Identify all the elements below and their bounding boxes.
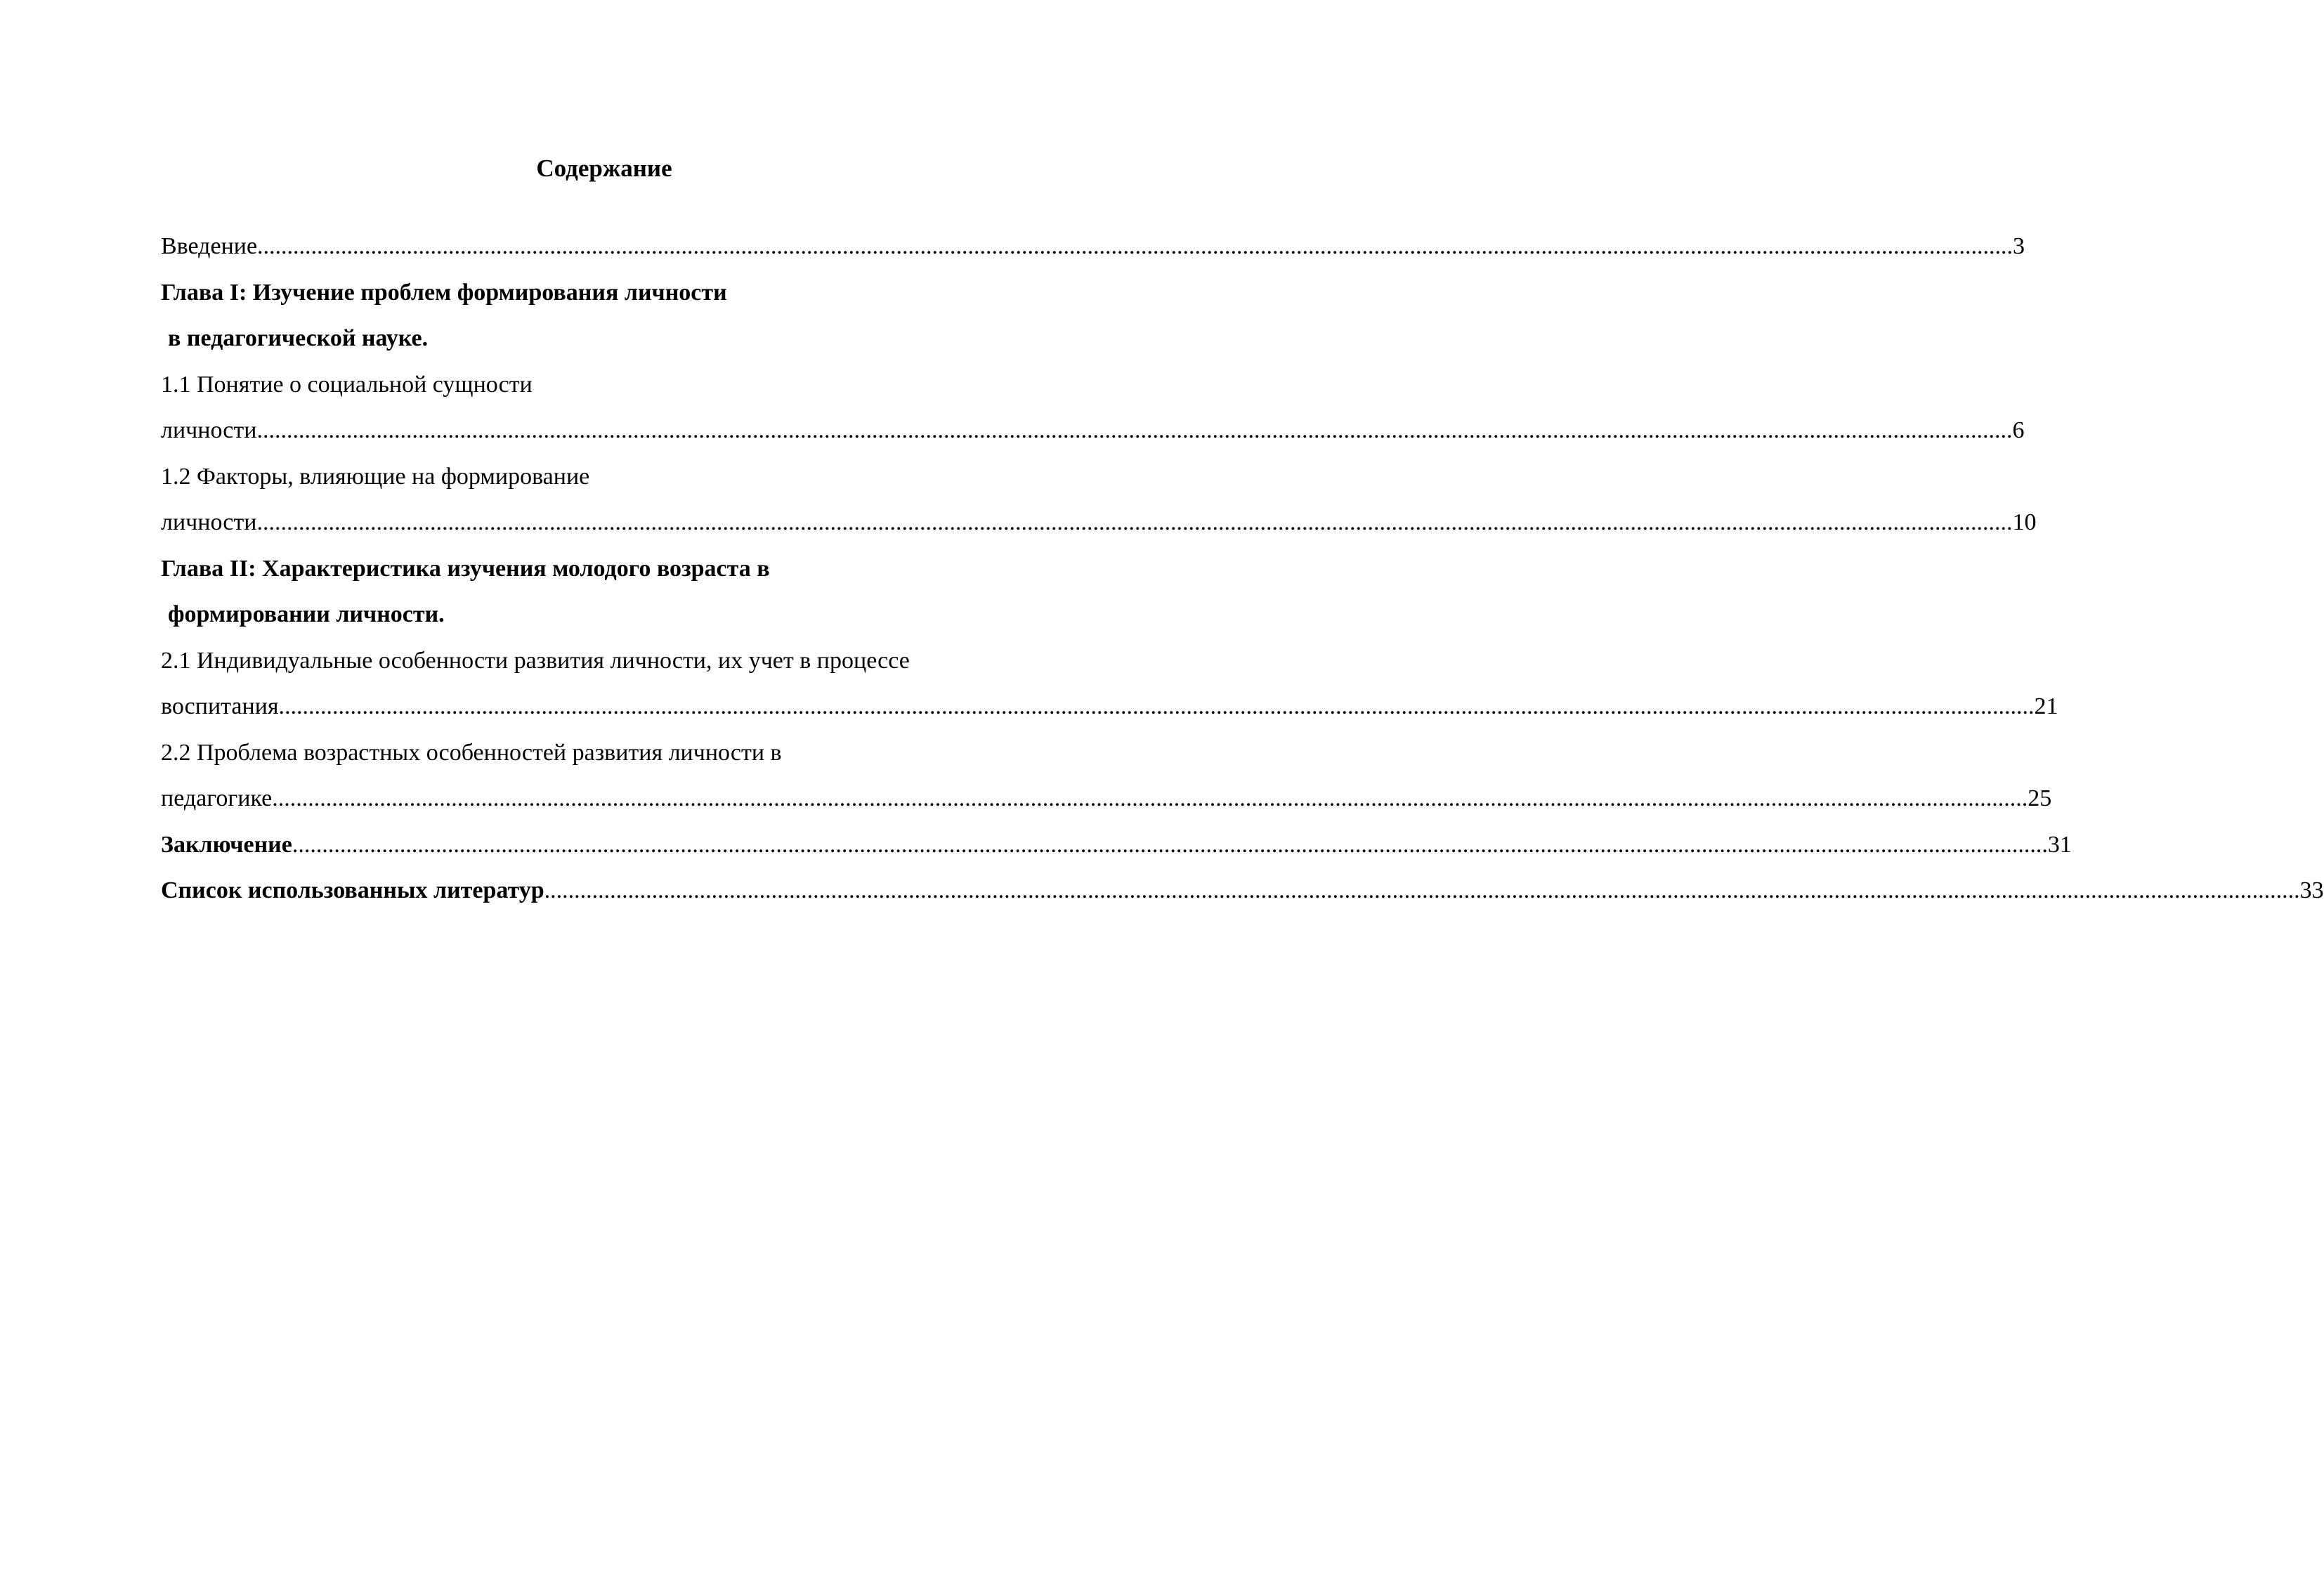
toc-page-number: 10 xyxy=(2012,509,2037,535)
toc-leader-dots: ...................................................................................................................................................................................................................................................................................................... xyxy=(272,785,2028,811)
toc-section-2-1[interactable] xyxy=(161,642,1046,688)
toc-section-2-2-cont[interactable] xyxy=(161,780,2052,826)
toc-entry-label: воспитания xyxy=(161,693,279,719)
toc-page-number: 21 xyxy=(2034,693,2058,719)
toc-entry-label: Список использованных литератур xyxy=(161,877,544,903)
toc-entry-references[interactable] xyxy=(161,872,2324,918)
toc-page-number: 31 xyxy=(2047,831,2072,858)
toc-entry-label: 2.1 Индивидуальные особенности развития личности, их учет в процессе xyxy=(161,647,910,674)
toc-section-2-1-cont[interactable] xyxy=(161,688,2058,734)
toc-chapter-1-heading-cont[interactable] xyxy=(161,320,1046,366)
toc-entry-label: Глава II: Характеристика изучения молодого возраста в xyxy=(161,555,770,582)
toc-entry-label: Заключение xyxy=(161,831,292,858)
toc-leader-dots: ...................................................................................................................................................................................................................................................................................................... xyxy=(278,693,2035,719)
toc-entry-label: 1.2 Факторы, влияющие на формирование xyxy=(161,463,590,490)
toc-page-number: 33 xyxy=(2299,877,2324,903)
toc-section-1-1[interactable] xyxy=(161,366,1046,412)
toc-entry-label: 2.2 Проблема возрастных особенностей развития личности в xyxy=(161,739,782,766)
toc-entry-label: Введение xyxy=(161,233,258,259)
toc-chapter-1-heading[interactable] xyxy=(161,274,1046,320)
toc-entry-label: педагогике xyxy=(161,785,273,811)
toc-entry-introduction[interactable] xyxy=(161,228,2025,274)
toc-entry-label: личности xyxy=(161,509,257,535)
toc-entry-label: формировании личности. xyxy=(168,601,445,627)
toc-entry-label: в педагогической науке. xyxy=(168,325,429,351)
toc-leader-dots: ...................................................................................................................................................................................................................................................................................................... xyxy=(256,417,2013,443)
page-title: Содержание xyxy=(536,155,672,182)
toc-entry-label: личности xyxy=(161,417,257,443)
toc-section-1-2[interactable] xyxy=(161,458,1046,504)
toc-entry-label: Глава I: Изучение проблем формирования личности xyxy=(161,279,727,306)
toc-leader-dots: ...................................................................................................................................................................................................................................................................................................... xyxy=(257,233,2013,259)
table-of-contents xyxy=(161,228,2324,918)
toc-page-number: 25 xyxy=(2028,785,2052,811)
toc-entry-conclusion[interactable] xyxy=(161,826,2072,872)
toc-section-1-2-cont[interactable] xyxy=(161,504,2037,550)
toc-entry-label: 1.1 Понятие о социальной сущности xyxy=(161,371,533,398)
toc-chapter-2-heading[interactable] xyxy=(161,550,1046,596)
toc-page-number: 6 xyxy=(2012,417,2025,443)
toc-page-number: 3 xyxy=(2013,233,2025,259)
toc-leader-dots: ...................................................................................................................................................................................................................................................................................................... xyxy=(544,877,2300,903)
toc-leader-dots: ...................................................................................................................................................................................................................................................................................................... xyxy=(256,509,2013,535)
toc-chapter-2-heading-cont[interactable] xyxy=(161,596,1046,642)
toc-leader-dots: ...................................................................................................................................................................................................................................................................................................... xyxy=(292,831,2048,858)
toc-section-1-1-cont[interactable] xyxy=(161,412,2025,458)
toc-section-2-2[interactable] xyxy=(161,734,1046,780)
